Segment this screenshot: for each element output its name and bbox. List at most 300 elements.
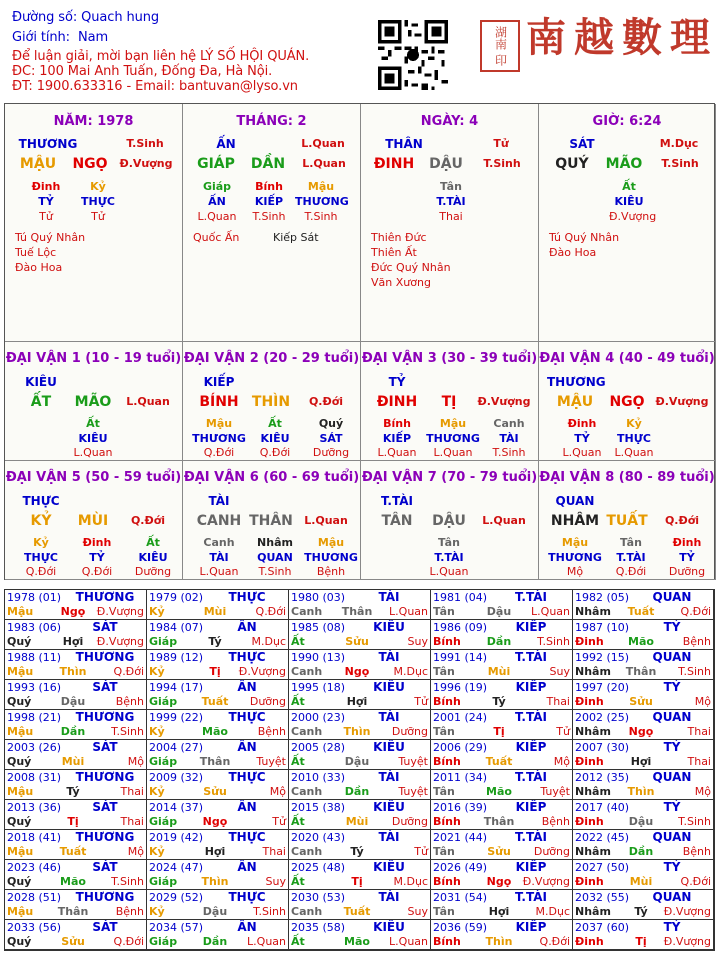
year-can: Quý: [7, 815, 32, 828]
year-cell[interactable]: [431, 920, 573, 950]
year-can: Giáp: [149, 635, 178, 648]
seal-text: 湖南 印: [493, 26, 508, 66]
year-label: 2024 (47): [149, 861, 204, 874]
year-label: 1999 (22): [149, 711, 204, 724]
year-label: 2027 (50): [575, 861, 630, 874]
year-label: 2032 (55): [575, 891, 630, 904]
year-can: Giáp: [149, 755, 178, 768]
hidden-can: Giáp: [202, 180, 232, 193]
pillar-stage: M.Dục: [659, 137, 699, 150]
hidden-ten-god: T.TÀI: [436, 195, 466, 208]
year-can: Nhâm: [575, 725, 611, 738]
hidden-ten-god: THỰC: [81, 195, 115, 208]
year-ten-god: THỰC: [228, 590, 266, 604]
dai-van-cell: [361, 461, 539, 580]
year-chi: Dậu: [202, 905, 228, 918]
year-chi: Tý: [208, 635, 222, 648]
year-stage: Đ.Vượng: [663, 935, 711, 948]
year-stage: Tử: [556, 725, 570, 738]
year-cell[interactable]: [5, 800, 147, 830]
year-cell[interactable]: [289, 860, 431, 890]
year-chi: Tị: [493, 725, 505, 738]
year-ten-god: THƯƠNG: [75, 830, 135, 844]
year-cell[interactable]: [289, 800, 431, 830]
year-ten-god: SÁT: [92, 740, 118, 754]
year-cell[interactable]: [431, 590, 573, 620]
pillar-chi: MÃO: [605, 156, 643, 172]
year-cell[interactable]: [5, 860, 147, 890]
hidden-can: Đinh: [567, 417, 597, 430]
year-stage: L.Quan: [389, 605, 428, 618]
contact-line-3[interactable]: ĐT: 1900.633316 - Email: bantuvan@lyso.vn: [12, 79, 298, 94]
year-cell[interactable]: [573, 800, 714, 830]
pillar-stage: L.Quan: [301, 137, 345, 150]
year-ten-god: KIÊU: [373, 920, 405, 934]
year-label: 2022 (45): [575, 831, 630, 844]
year-cell[interactable]: [573, 740, 714, 770]
year-can: Nhâm: [575, 905, 611, 918]
year-can: Giáp: [149, 875, 178, 888]
pillar-chi: DẬU: [429, 156, 463, 172]
year-ten-god: THỰC: [228, 890, 266, 904]
year-can: Canh: [291, 725, 323, 738]
year-can: Giáp: [149, 815, 178, 828]
dai-van-chi: NGỌ: [609, 394, 645, 410]
year-stage: Q.Đới: [255, 605, 286, 618]
hidden-ten-god: KIÊU: [78, 432, 108, 445]
year-chi: Mùi: [61, 755, 85, 768]
year-cell[interactable]: [5, 920, 147, 950]
year-cell[interactable]: [147, 650, 289, 680]
year-ten-god: SÁT: [92, 920, 118, 934]
hidden-ten-god: TÀI: [499, 432, 519, 445]
year-can: Mậu: [7, 725, 34, 738]
year-label: 1998 (21): [7, 711, 62, 724]
year-ten-god: ẤN: [237, 740, 257, 754]
year-cell[interactable]: [289, 620, 431, 650]
year-stage: Bệnh: [115, 905, 144, 918]
hidden-stage: Q.Đới: [259, 446, 291, 459]
year-label: 2003 (26): [7, 741, 62, 754]
year-label: 2021 (44): [433, 831, 488, 844]
year-ten-god: THƯƠNG: [75, 650, 135, 664]
year-label: 2002 (25): [575, 711, 630, 724]
year-cell[interactable]: [431, 860, 573, 890]
year-chi: Thìn: [627, 785, 655, 798]
dai-van-can: BÍNH: [199, 394, 239, 410]
year-ten-god: ẤN: [237, 800, 257, 814]
year-stage: Đ.Vượng: [663, 905, 711, 918]
year-label: 2011 (34): [433, 771, 488, 784]
year-cell[interactable]: [5, 680, 147, 710]
year-stage: Tuyệt: [540, 785, 570, 798]
year-ten-god: ẤN: [237, 620, 257, 634]
pillar-ten-god: ẤN: [216, 137, 236, 151]
dai-van-cell: [5, 461, 183, 580]
year-can: Ất: [291, 755, 305, 768]
year-stage: Tử: [414, 695, 428, 708]
year-cell[interactable]: [5, 770, 147, 800]
year-can: Nhâm: [575, 785, 611, 798]
hidden-stage: Q.Đới: [81, 565, 113, 578]
pillar-state: T.Sinh: [483, 157, 521, 170]
hidden-stage: L.Quan: [562, 446, 602, 459]
year-cell[interactable]: [5, 890, 147, 920]
year-label: 1979 (02): [149, 591, 204, 604]
year-cell[interactable]: [289, 740, 431, 770]
year-chi: Mùi: [629, 875, 653, 888]
hidden-can: Mậu: [317, 536, 345, 549]
hidden-ten-god: KIÊU: [614, 195, 644, 208]
year-cell[interactable]: [573, 920, 714, 950]
year-ten-god: TÀI: [378, 650, 400, 664]
year-cell[interactable]: [147, 620, 289, 650]
year-ten-god: KIÊU: [373, 800, 405, 814]
year-can: Ất: [291, 635, 305, 648]
year-ten-god: T.TÀI: [515, 890, 547, 904]
dai-van-chi: MÃO: [74, 394, 112, 410]
year-stage: Thai: [120, 785, 144, 798]
hidden-stage: T.Sinh: [252, 210, 286, 223]
year-label: 2034 (57): [149, 921, 204, 934]
dai-van-can: MẬU: [556, 394, 594, 410]
year-stage: Tuyệt: [398, 785, 428, 798]
hidden-ten-god: THƯƠNG: [426, 432, 480, 445]
year-label: 1989 (12): [149, 651, 204, 664]
year-label: 2026 (49): [433, 861, 488, 874]
year-cell[interactable]: [573, 650, 714, 680]
year-ten-god: ẤN: [237, 920, 257, 934]
year-label: 1991 (14): [433, 651, 488, 664]
year-ten-god: KIẾP: [515, 680, 547, 694]
year-chi: Dần: [628, 845, 654, 858]
shensha-star: Tú Quý Nhân: [549, 231, 620, 244]
year-cell[interactable]: [431, 740, 573, 770]
year-chi: Thân: [57, 905, 89, 918]
hidden-stage: Đ.Vượng: [609, 210, 657, 223]
year-cell[interactable]: [289, 710, 431, 740]
year-label: 2008 (31): [7, 771, 62, 784]
annual-luck-table: [4, 589, 715, 951]
hidden-stage: Bệnh: [316, 565, 346, 578]
year-can: Đinh: [575, 635, 604, 648]
year-can: Bính: [433, 875, 461, 888]
contact-line-2: ĐC: 100 Mai Anh Tuấn, Đống Đa, Hà Nội.: [12, 64, 273, 79]
hidden-ten-god: THƯƠNG: [304, 551, 358, 564]
year-chi: Dần: [60, 725, 86, 738]
year-ten-god: THƯƠNG: [75, 710, 135, 724]
year-label: 1990 (13): [291, 651, 346, 664]
hidden-stage: Thai: [439, 210, 463, 223]
year-ten-god: KIẾP: [515, 620, 547, 634]
dai-van-cell: [183, 461, 361, 580]
dai-van-can: KỶ: [30, 513, 52, 529]
dai-van-title: ĐẠI VẬN 5 (50 - 59 tuổi): [5, 470, 182, 485]
year-cell[interactable]: [147, 860, 289, 890]
logo-text: 南越數理: [526, 14, 718, 61]
year-label: 2005 (28): [291, 741, 346, 754]
year-cell[interactable]: [431, 830, 573, 860]
hidden-can: Ất: [86, 417, 100, 430]
hidden-stage: L.Quan: [377, 446, 417, 459]
year-label: 2013 (36): [7, 801, 62, 814]
year-label: 1986 (09): [433, 621, 488, 634]
pillar-state: Đ.Vượng: [119, 157, 173, 170]
year-cell[interactable]: [289, 680, 431, 710]
year-label: 2017 (40): [575, 801, 630, 814]
dai-van-chi: THÌN: [251, 394, 291, 410]
hidden-stage: L.Quan: [73, 446, 113, 459]
year-chi: Mão: [486, 785, 512, 798]
year-stage: Tử: [272, 815, 286, 828]
year-ten-god: KIÊU: [373, 680, 405, 694]
shensha-star: Quốc Ấn: [193, 231, 240, 244]
hidden-stage: Tử: [39, 210, 53, 223]
year-cell[interactable]: [5, 590, 147, 620]
year-label: 2031 (54): [433, 891, 488, 904]
year-stage: L.Quan: [389, 935, 428, 948]
year-stage: Suy: [549, 665, 570, 678]
year-cell[interactable]: [147, 800, 289, 830]
year-can: Bính: [433, 695, 461, 708]
dai-van-ten-god: QUAN: [555, 494, 595, 508]
year-label: 1995 (18): [291, 681, 346, 694]
dai-van-can: NHÂM: [550, 513, 600, 529]
year-label: 1982 (05): [575, 591, 630, 604]
year-label: 1980 (03): [291, 591, 346, 604]
hidden-can: Đinh: [31, 180, 61, 193]
hidden-ten-god: KIẾP: [254, 195, 284, 208]
pillar-cell: [361, 104, 539, 342]
year-chi: Mão: [60, 875, 86, 888]
year-cell[interactable]: [289, 590, 431, 620]
year-cell[interactable]: [289, 770, 431, 800]
year-chi: Thân: [483, 815, 515, 828]
year-cell[interactable]: [5, 620, 147, 650]
year-cell[interactable]: [5, 740, 147, 770]
year-can: Quý: [7, 755, 32, 768]
pillar-chi: DẦN: [250, 156, 286, 172]
year-can: Quý: [7, 935, 32, 948]
year-cell[interactable]: [289, 890, 431, 920]
year-ten-god: KIẾP: [515, 800, 547, 814]
dai-van-cell: [361, 342, 539, 461]
year-cell[interactable]: [289, 830, 431, 860]
year-stage: M.Dục: [393, 875, 428, 888]
hidden-can: Ất: [146, 536, 160, 549]
year-ten-god: QUAN: [652, 830, 692, 844]
year-cell[interactable]: [573, 890, 714, 920]
year-ten-god: KIẾP: [515, 860, 547, 874]
year-ten-god: QUAN: [652, 770, 692, 784]
year-cell[interactable]: [431, 620, 573, 650]
duong-so-label: Đường số:: [12, 10, 78, 25]
year-can: Kỷ: [149, 905, 165, 918]
hidden-can: Ất: [268, 417, 282, 430]
year-stage: Tuyệt: [256, 755, 286, 768]
year-stage: Q.Đới: [680, 875, 711, 888]
hidden-can: Mậu: [205, 417, 233, 430]
hidden-can: Quý: [318, 417, 344, 430]
year-label: 1988 (11): [7, 651, 62, 664]
year-cell[interactable]: [573, 830, 714, 860]
dai-van-cell: [539, 342, 716, 461]
year-cell[interactable]: [431, 710, 573, 740]
year-stage: Đ.Vượng: [238, 665, 286, 678]
pillar-can: QUÝ: [555, 156, 589, 172]
year-chi: Hợi: [630, 755, 652, 768]
year-chi: Dậu: [486, 605, 512, 618]
dai-van-title: ĐẠI VẬN 7 (70 - 79 tuổi): [361, 470, 538, 485]
dai-van-ten-god: KIÊU: [25, 375, 57, 389]
hidden-stage: L.Quan: [614, 446, 654, 459]
year-cell[interactable]: [147, 740, 289, 770]
year-cell[interactable]: [147, 920, 289, 950]
hidden-stage: L.Quan: [197, 210, 237, 223]
year-stage: Q.Đới: [113, 665, 144, 678]
contact-line-1: Để luận giải, mời bạn liên hệ LÝ SỐ HỘI QUÁN.: [12, 49, 310, 64]
dai-van-title: ĐẠI VẬN 2 (20 - 29 tuổi): [183, 351, 360, 366]
hidden-stage: Dưỡng: [312, 446, 350, 459]
year-can: Đinh: [575, 815, 604, 828]
pillar-title: NGÀY: 4: [420, 114, 479, 129]
year-cell[interactable]: [5, 650, 147, 680]
year-cell[interactable]: [431, 800, 573, 830]
year-chi: Dậu: [344, 755, 370, 768]
year-cell[interactable]: [431, 650, 573, 680]
duong-so-value: Quach hung: [81, 10, 160, 25]
year-cell[interactable]: [573, 680, 714, 710]
hidden-can: Canh: [493, 417, 525, 430]
year-ten-god: THƯƠNG: [75, 770, 135, 784]
year-stage: T.Sinh: [537, 635, 570, 648]
year-chi: Tuất: [59, 845, 87, 858]
year-label: 2019 (42): [149, 831, 204, 844]
year-label: 2029 (52): [149, 891, 204, 904]
year-label: 2009 (32): [149, 771, 204, 784]
year-cell[interactable]: [147, 830, 289, 860]
year-cell[interactable]: [5, 710, 147, 740]
year-cell[interactable]: [431, 680, 573, 710]
year-ten-god: T.TÀI: [515, 710, 547, 724]
year-stage: Thai: [120, 815, 144, 828]
year-can: Bính: [433, 755, 461, 768]
year-cell[interactable]: [573, 860, 714, 890]
year-can: Kỷ: [149, 665, 165, 678]
year-stage: Q.Đới: [113, 935, 144, 948]
year-cell[interactable]: [5, 830, 147, 860]
year-cell[interactable]: [289, 920, 431, 950]
dai-van-cell: [183, 342, 361, 461]
year-cell[interactable]: [147, 590, 289, 620]
year-cell[interactable]: [147, 710, 289, 740]
year-can: Mậu: [7, 605, 34, 618]
year-can: Kỷ: [149, 845, 165, 858]
year-stage: Mộ: [127, 755, 144, 768]
year-chi: Mão: [628, 635, 654, 648]
year-can: Kỷ: [149, 785, 165, 798]
year-cell[interactable]: [573, 710, 714, 740]
year-can: Giáp: [149, 935, 178, 948]
year-label: 2004 (27): [149, 741, 204, 754]
year-can: Canh: [291, 845, 323, 858]
pillar-title: GIỜ: 6:24: [592, 114, 662, 129]
dai-van-can: ĐINH: [376, 394, 418, 410]
pillar-cell: [183, 104, 361, 342]
year-stage: M.Dục: [535, 905, 570, 918]
year-can: Nhâm: [575, 845, 611, 858]
year-can: Quý: [7, 875, 32, 888]
year-label: 2006 (29): [433, 741, 488, 754]
year-cell[interactable]: [147, 890, 289, 920]
year-ten-god: T.TÀI: [515, 590, 547, 604]
year-label: 2016 (39): [433, 801, 488, 814]
hidden-stage: Q.Đới: [615, 565, 647, 578]
year-cell[interactable]: [147, 770, 289, 800]
year-chi: Thìn: [201, 875, 229, 888]
year-ten-god: ẤN: [237, 860, 257, 874]
year-chi: Mùi: [345, 815, 369, 828]
dai-van-chi: TUẤT: [606, 513, 648, 529]
year-chi: Sửu: [487, 845, 511, 858]
year-ten-god: SÁT: [92, 860, 118, 874]
year-label: 1992 (15): [575, 651, 630, 664]
gioi-tinh-value: Nam: [78, 30, 109, 45]
pillar-title: NĂM: 1978: [53, 114, 134, 129]
shensha-star: Đào Hoa: [15, 261, 63, 274]
year-stage: M.Dục: [251, 635, 286, 648]
year-stage: Bệnh: [115, 695, 144, 708]
year-cell[interactable]: [147, 680, 289, 710]
hidden-ten-god: KIẾP: [382, 432, 412, 445]
hidden-ten-god: TỶ: [38, 195, 54, 208]
year-cell[interactable]: [573, 770, 714, 800]
hidden-can: Mậu: [561, 536, 589, 549]
hidden-ten-god: ẤN: [208, 195, 226, 208]
year-label: 2014 (37): [149, 801, 204, 814]
year-label: 2015 (38): [291, 801, 346, 814]
year-chi: Tuất: [485, 755, 513, 768]
year-ten-god: THỰC: [228, 710, 266, 724]
logo-calligraphy: [496, 6, 716, 66]
year-stage: Bệnh: [682, 635, 711, 648]
year-stage: Bệnh: [541, 815, 570, 828]
year-chi: Tị: [635, 935, 647, 948]
dai-van-ten-god: THƯƠNG: [547, 375, 606, 389]
year-stage: Mộ: [127, 845, 144, 858]
hidden-stage: L.Quan: [199, 565, 239, 578]
year-cell[interactable]: [431, 770, 573, 800]
year-ten-god: KIẾP: [515, 740, 547, 754]
pillar-ten-god: SÁT: [569, 137, 595, 151]
year-cell[interactable]: [289, 650, 431, 680]
year-label: 2037 (60): [575, 921, 630, 934]
year-cell[interactable]: [573, 590, 714, 620]
year-chi: Mùi: [487, 665, 511, 678]
year-chi: Dậu: [628, 815, 654, 828]
year-ten-god: QUAN: [652, 710, 692, 724]
dai-van-can: CANH: [196, 513, 242, 529]
year-chi: Tý: [66, 785, 80, 798]
hidden-can: Canh: [203, 536, 235, 549]
year-chi: Hợi: [62, 635, 84, 648]
dai-van-cell: [5, 342, 183, 461]
year-label: 2012 (35): [575, 771, 630, 784]
year-cell[interactable]: [573, 620, 714, 650]
year-cell[interactable]: [431, 890, 573, 920]
year-chi: Mão: [344, 935, 370, 948]
year-chi: Tị: [351, 875, 363, 888]
